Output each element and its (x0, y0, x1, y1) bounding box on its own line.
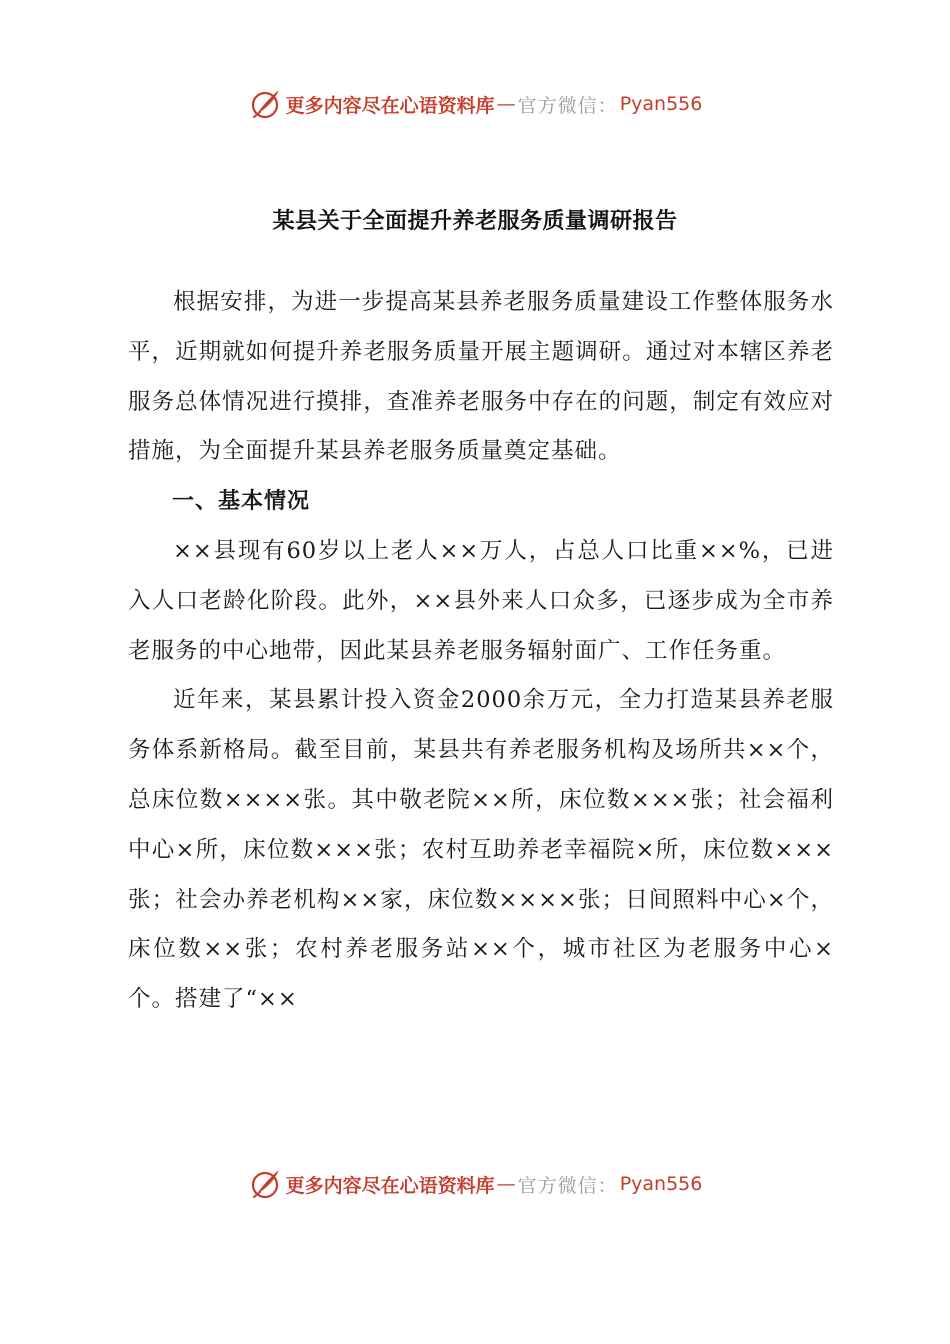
quill-logo-icon (248, 87, 282, 121)
banner-label: 官方微信： (517, 1174, 618, 1197)
header-banner (0, 84, 950, 124)
banner-wechat-id: Pyan556 (619, 1173, 703, 1195)
banner-wechat-id: Pyan556 (619, 93, 703, 115)
banner-dash: — (496, 93, 516, 115)
paragraph-intro: 根据安排，为进一步提高某县养老服务质量建设工作整体服务水平，近期就如何提升养老服务质量开展主题调研。通过对本辖区养老服务总体情况进行摸排，查准养老服务中存在的问题，制定有效应对措施，为全面提升某县养老服务质量奠定基础。 (128, 289, 834, 465)
banner-label: 官方微信： (517, 94, 618, 117)
section-heading: 一、基本情况 (172, 489, 311, 515)
document-title: 某县关于全面提升养老服务质量调研报告 (272, 209, 678, 234)
banner-brand: 更多内容尽在心语资料库 (285, 1174, 495, 1197)
paragraph-facilities: 近年来，某县累计投入资金2000余万元，全力打造某县养老服务体系新格局。截至目前，某县共有养老服务机构及场所共××个，总床位数××××张。其中敬老院××所，床位数×××张；社会福利中心×所，床位数×××张；农村互助养老幸福院×所，床位数×××张；社会办养老机构××家，床位数××××张；日间照料中心×个，床位数××张；农村养老服务站××个，城市社区为老服务中心×个。搭建了“×× (128, 687, 834, 1013)
document-body (128, 278, 834, 1025)
footer-banner (0, 1164, 950, 1204)
paragraph-population: ××县现有60岁以上老人××万人，占总人口比重××%，已进入人口老龄化阶段。此外，××县外来人口众多，已逐步成为全市养老服务的中心地带，因此某县养老服务辐射面广、工作任务重。 (128, 537, 834, 664)
quill-logo-icon (248, 1167, 282, 1201)
banner-dash: — (496, 1173, 516, 1195)
banner-brand: 更多内容尽在心语资料库 (285, 94, 495, 117)
